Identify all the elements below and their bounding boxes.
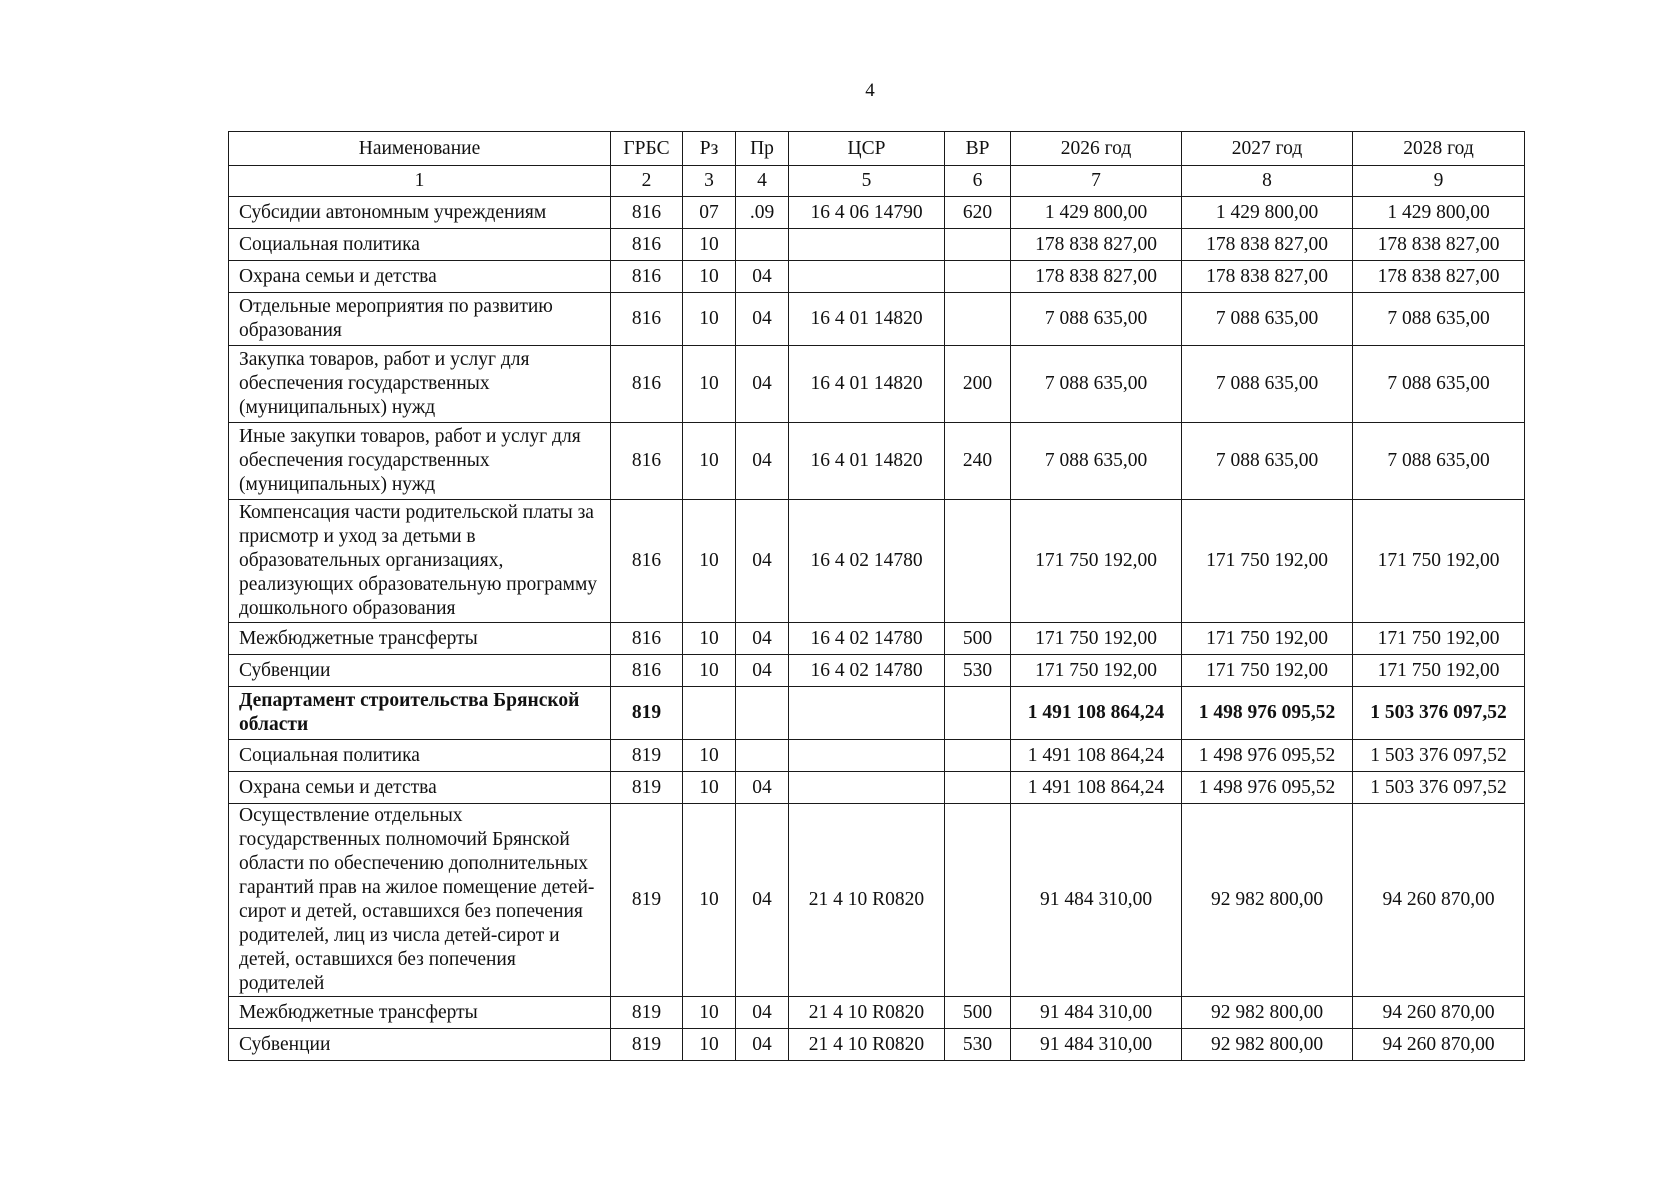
- row-amount-2027: 171 750 192,00: [1182, 500, 1353, 623]
- row-vr: [945, 804, 1011, 997]
- table-row: [229, 346, 1525, 423]
- column-number: 1: [229, 166, 611, 197]
- row-name: Департамент строительства Брянской области: [229, 687, 611, 740]
- row-grbs: 819: [611, 740, 683, 772]
- row-csr: 21 4 10 R0820: [789, 997, 945, 1029]
- page-number: 4: [865, 80, 875, 101]
- table-row: [229, 229, 1525, 261]
- row-amount-2027: 1 498 976 095,52: [1182, 740, 1353, 772]
- row-amount-2027: 178 838 827,00: [1182, 261, 1353, 293]
- row-csr: [789, 740, 945, 772]
- row-amount-2027: 92 982 800,00: [1182, 997, 1353, 1029]
- row-amount-2026: 1 429 800,00: [1011, 197, 1182, 229]
- column-number: 8: [1182, 166, 1353, 197]
- column-number: 3: [683, 166, 736, 197]
- table-row: [229, 655, 1525, 687]
- row-amount-2027: 1 498 976 095,52: [1182, 772, 1353, 804]
- row-amount-2028: 171 750 192,00: [1353, 655, 1525, 687]
- table-row: [229, 197, 1525, 229]
- row-vr: [945, 500, 1011, 623]
- row-name: Иные закупки товаров, работ и услуг для обеспечения государственных (муниципальных) нужд: [229, 423, 611, 500]
- row-csr: 16 4 02 14780: [789, 623, 945, 655]
- row-pr: 04: [736, 261, 789, 293]
- row-name: Закупка товаров, работ и услуг для обеспечения государственных (муниципальных) нужд: [229, 346, 611, 423]
- row-name: Компенсация части родительской платы за присмотр и уход за детьми в образовательных организациях, реализующих образовательную программу дошкольного образования: [229, 500, 611, 623]
- header-name: Наименование: [229, 132, 611, 166]
- row-pr: [736, 687, 789, 740]
- row-vr: [945, 740, 1011, 772]
- row-amount-2027: 92 982 800,00: [1182, 804, 1353, 997]
- row-rz: 10: [683, 740, 736, 772]
- row-csr: [789, 772, 945, 804]
- row-grbs: 816: [611, 197, 683, 229]
- row-amount-2026: 7 088 635,00: [1011, 423, 1182, 500]
- row-pr: 04: [736, 346, 789, 423]
- row-pr: 04: [736, 997, 789, 1029]
- column-number: 9: [1353, 166, 1525, 197]
- row-grbs: 819: [611, 804, 683, 997]
- table-row: [229, 423, 1525, 500]
- row-name: Субвенции: [229, 655, 611, 687]
- row-amount-2027: 178 838 827,00: [1182, 229, 1353, 261]
- row-rz: 07: [683, 197, 736, 229]
- row-amount-2027: 171 750 192,00: [1182, 623, 1353, 655]
- row-amount-2028: 1 503 376 097,52: [1353, 772, 1525, 804]
- row-rz: 10: [683, 623, 736, 655]
- row-csr: 21 4 10 R0820: [789, 1029, 945, 1061]
- row-amount-2028: 171 750 192,00: [1353, 623, 1525, 655]
- table-row: [229, 293, 1525, 346]
- row-rz: 10: [683, 655, 736, 687]
- row-rz: 10: [683, 772, 736, 804]
- row-rz: 10: [683, 804, 736, 997]
- table-row: [229, 804, 1525, 997]
- row-csr: 16 4 06 14790: [789, 197, 945, 229]
- header-rz: Рз: [683, 132, 736, 166]
- row-csr: [789, 261, 945, 293]
- row-amount-2027: 7 088 635,00: [1182, 293, 1353, 346]
- column-number: 2: [611, 166, 683, 197]
- row-grbs: 816: [611, 293, 683, 346]
- row-vr: 500: [945, 997, 1011, 1029]
- row-name: Субвенции: [229, 1029, 611, 1061]
- row-amount-2027: 7 088 635,00: [1182, 346, 1353, 423]
- row-amount-2026: 91 484 310,00: [1011, 804, 1182, 997]
- row-rz: 10: [683, 229, 736, 261]
- row-grbs: 816: [611, 423, 683, 500]
- row-rz: 10: [683, 346, 736, 423]
- row-vr: [945, 229, 1011, 261]
- row-rz: 10: [683, 261, 736, 293]
- row-amount-2026: 7 088 635,00: [1011, 293, 1182, 346]
- row-grbs: 816: [611, 346, 683, 423]
- row-amount-2026: 1 491 108 864,24: [1011, 772, 1182, 804]
- row-amount-2028: 94 260 870,00: [1353, 997, 1525, 1029]
- row-vr: 530: [945, 655, 1011, 687]
- row-amount-2028: 7 088 635,00: [1353, 293, 1525, 346]
- row-rz: [683, 687, 736, 740]
- header-pr: Пр: [736, 132, 789, 166]
- row-vr: [945, 772, 1011, 804]
- row-name: Субсидии автономным учреждениям: [229, 197, 611, 229]
- column-number-row: [229, 166, 1525, 197]
- header-csr: ЦСР: [789, 132, 945, 166]
- row-pr: 04: [736, 772, 789, 804]
- header-vr: ВР: [945, 132, 1011, 166]
- row-vr: 200: [945, 346, 1011, 423]
- row-grbs: 816: [611, 623, 683, 655]
- row-rz: 10: [683, 293, 736, 346]
- table-row: [229, 623, 1525, 655]
- row-pr: 04: [736, 423, 789, 500]
- row-csr: [789, 229, 945, 261]
- row-pr: 04: [736, 1029, 789, 1061]
- row-csr: [789, 687, 945, 740]
- row-amount-2028: 7 088 635,00: [1353, 423, 1525, 500]
- row-name: Осуществление отдельных государственных полномочий Брянской области по обеспечению дополнительных гарантий прав на жилое помещение детей-сирот и детей, оставшихся без попечения родителей, лиц из числа детей-сирот и детей, оставшихся без попечения родителей: [229, 804, 611, 997]
- row-vr: 620: [945, 197, 1011, 229]
- row-grbs: 816: [611, 500, 683, 623]
- row-vr: [945, 261, 1011, 293]
- row-name: Межбюджетные трансферты: [229, 623, 611, 655]
- row-vr: 530: [945, 1029, 1011, 1061]
- table-row: [229, 997, 1525, 1029]
- header-2026: 2026 год: [1011, 132, 1182, 166]
- row-vr: [945, 687, 1011, 740]
- row-rz: 10: [683, 997, 736, 1029]
- row-name: Межбюджетные трансферты: [229, 997, 611, 1029]
- header-2027: 2027 год: [1182, 132, 1353, 166]
- header-2028: 2028 год: [1353, 132, 1525, 166]
- column-number: 6: [945, 166, 1011, 197]
- row-pr: 04: [736, 293, 789, 346]
- row-pr: [736, 740, 789, 772]
- row-csr: 16 4 01 14820: [789, 346, 945, 423]
- row-vr: [945, 293, 1011, 346]
- row-grbs: 819: [611, 1029, 683, 1061]
- table-row: [229, 740, 1525, 772]
- row-amount-2026: 91 484 310,00: [1011, 1029, 1182, 1061]
- row-grbs: 816: [611, 261, 683, 293]
- row-grbs: 816: [611, 229, 683, 261]
- row-amount-2026: 1 491 108 864,24: [1011, 740, 1182, 772]
- row-amount-2026: 178 838 827,00: [1011, 261, 1182, 293]
- row-grbs: 819: [611, 772, 683, 804]
- row-pr: 04: [736, 500, 789, 623]
- row-csr: 16 4 02 14780: [789, 500, 945, 623]
- row-pr: 04: [736, 804, 789, 997]
- row-amount-2028: 1 503 376 097,52: [1353, 740, 1525, 772]
- row-grbs: 819: [611, 687, 683, 740]
- row-rz: 10: [683, 500, 736, 623]
- row-csr: 16 4 01 14820: [789, 423, 945, 500]
- row-amount-2028: 94 260 870,00: [1353, 804, 1525, 997]
- table-row: [229, 687, 1525, 740]
- row-amount-2027: 7 088 635,00: [1182, 423, 1353, 500]
- budget-table: [228, 131, 1525, 1061]
- header-row: [229, 132, 1525, 166]
- row-amount-2028: 7 088 635,00: [1353, 346, 1525, 423]
- row-pr: .09: [736, 197, 789, 229]
- row-name: Отдельные мероприятия по развитию образования: [229, 293, 611, 346]
- row-grbs: 816: [611, 655, 683, 687]
- row-pr: 04: [736, 623, 789, 655]
- row-amount-2027: 171 750 192,00: [1182, 655, 1353, 687]
- column-number: 5: [789, 166, 945, 197]
- row-csr: 16 4 02 14780: [789, 655, 945, 687]
- row-amount-2028: 178 838 827,00: [1353, 229, 1525, 261]
- row-amount-2028: 171 750 192,00: [1353, 500, 1525, 623]
- row-amount-2027: 1 498 976 095,52: [1182, 687, 1353, 740]
- row-amount-2026: 171 750 192,00: [1011, 623, 1182, 655]
- table-body: [229, 197, 1525, 1061]
- row-amount-2028: 178 838 827,00: [1353, 261, 1525, 293]
- row-csr: 21 4 10 R0820: [789, 804, 945, 997]
- row-rz: 10: [683, 1029, 736, 1061]
- table-row: [229, 1029, 1525, 1061]
- row-name: Охрана семьи и детства: [229, 772, 611, 804]
- table-row: [229, 500, 1525, 623]
- table-row: [229, 772, 1525, 804]
- row-vr: 500: [945, 623, 1011, 655]
- row-amount-2028: 94 260 870,00: [1353, 1029, 1525, 1061]
- row-rz: 10: [683, 423, 736, 500]
- row-pr: [736, 229, 789, 261]
- row-vr: 240: [945, 423, 1011, 500]
- row-amount-2026: 171 750 192,00: [1011, 655, 1182, 687]
- row-name: Социальная политика: [229, 740, 611, 772]
- row-amount-2027: 1 429 800,00: [1182, 197, 1353, 229]
- header-grbs: ГРБС: [611, 132, 683, 166]
- row-amount-2026: 7 088 635,00: [1011, 346, 1182, 423]
- row-pr: 04: [736, 655, 789, 687]
- column-number: 7: [1011, 166, 1182, 197]
- row-grbs: 819: [611, 997, 683, 1029]
- row-amount-2026: 91 484 310,00: [1011, 997, 1182, 1029]
- row-name: Охрана семьи и детства: [229, 261, 611, 293]
- row-amount-2026: 178 838 827,00: [1011, 229, 1182, 261]
- row-amount-2028: 1 503 376 097,52: [1353, 687, 1525, 740]
- row-csr: 16 4 01 14820: [789, 293, 945, 346]
- row-amount-2028: 1 429 800,00: [1353, 197, 1525, 229]
- row-amount-2026: 1 491 108 864,24: [1011, 687, 1182, 740]
- row-name: Социальная политика: [229, 229, 611, 261]
- row-amount-2027: 92 982 800,00: [1182, 1029, 1353, 1061]
- row-amount-2026: 171 750 192,00: [1011, 500, 1182, 623]
- table-row: [229, 261, 1525, 293]
- column-number: 4: [736, 166, 789, 197]
